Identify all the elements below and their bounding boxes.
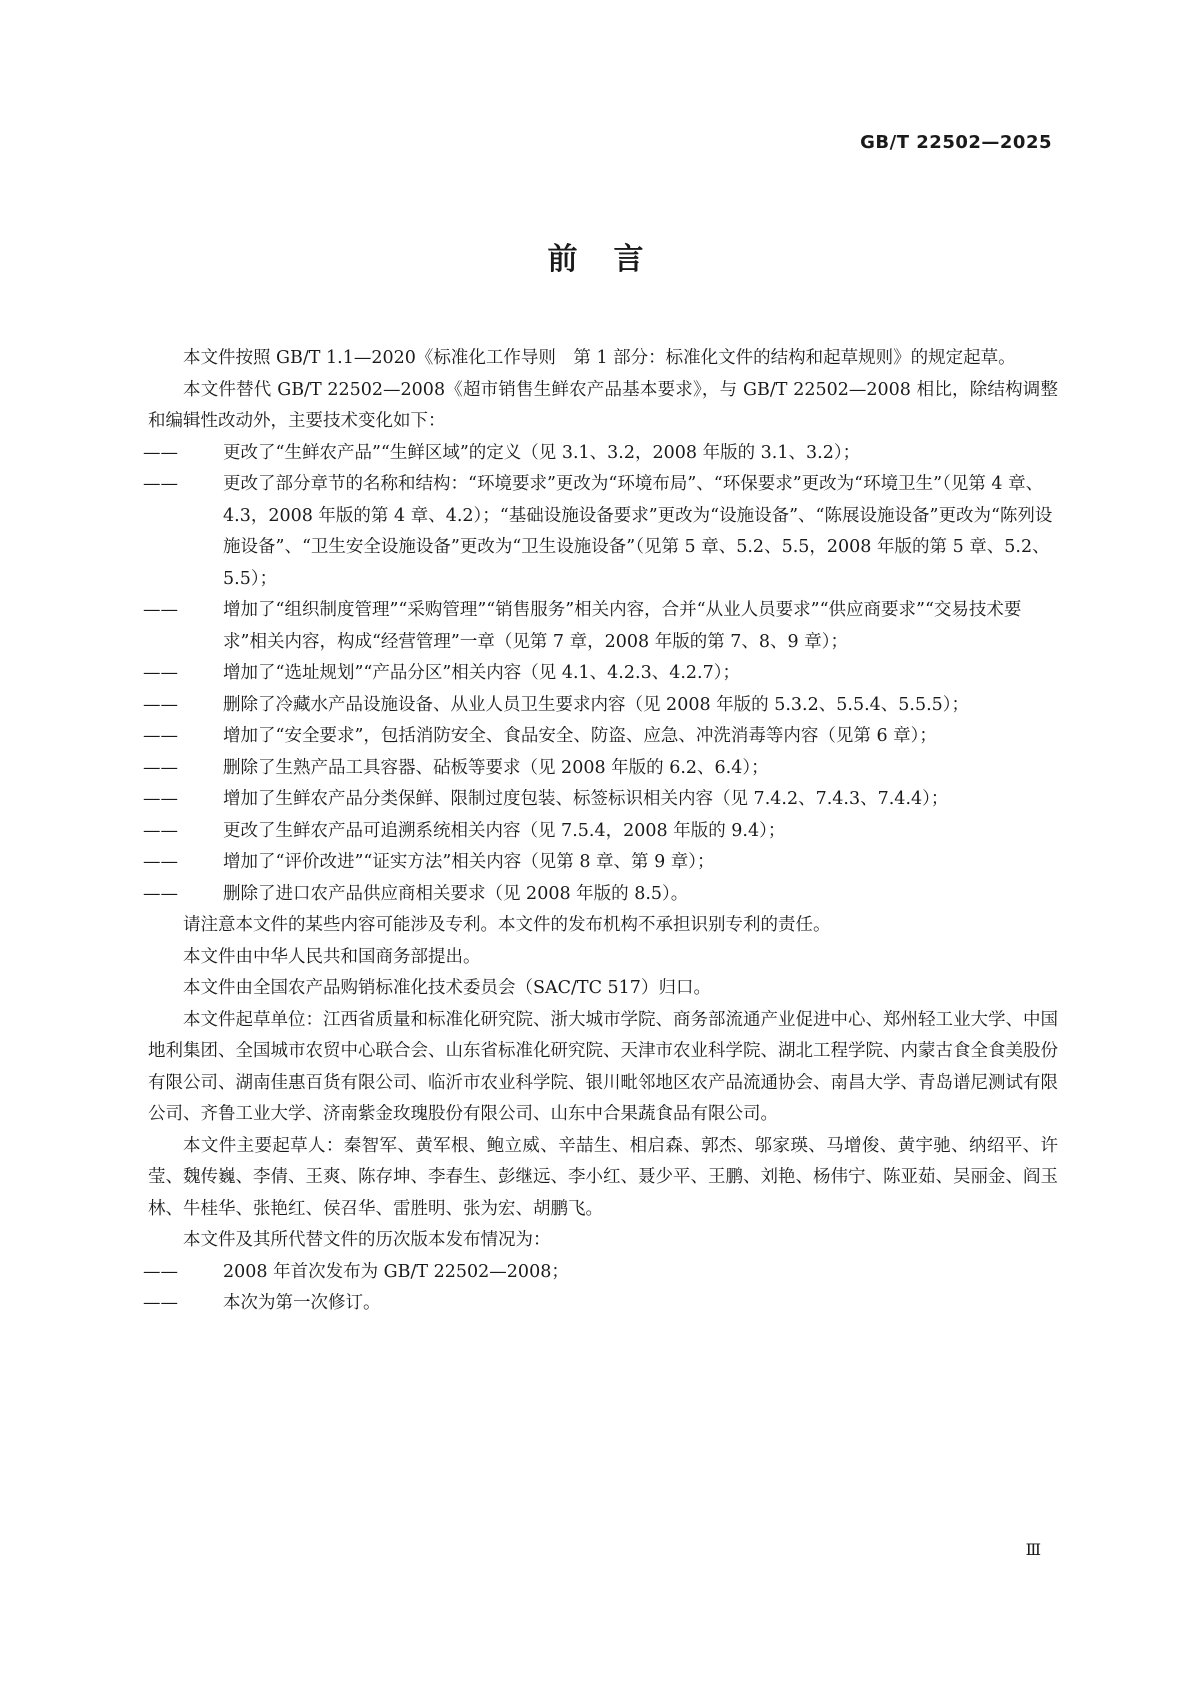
dash-marker: —— xyxy=(143,442,178,463)
dash-marker: —— xyxy=(143,663,178,683)
list-item: —— 删除了进口农产品供应商相关要求（见 2008 年版的 8.5）。 xyxy=(148,879,1058,911)
list-item: —— 更改了生鲜农产品可追溯系统相关内容（见 7.5.4，2008 年版的 9.4）； xyxy=(148,816,1058,848)
changes-list xyxy=(143,438,1058,911)
dash-marker: —— xyxy=(143,789,178,809)
paragraph-proposed-by: 本文件由中华人民共和国商务部提出。 xyxy=(183,946,481,967)
paragraph-version-history: 本文件及其所代替文件的历次版本发布情况为： xyxy=(183,1230,551,1250)
paragraph-patent-notice: 请注意本文件的某些内容可能涉及专利。本文件的发布机构不承担识别专利的责任。 xyxy=(183,915,831,935)
dash-marker: —— xyxy=(143,474,178,494)
list-item: —— 增加了“评价改进”“证实方法”相关内容（见第 8 章、第 9 章）； xyxy=(148,847,1058,879)
list-item: —— 删除了生熟产品工具容器、砧板等要求（见 2008 年版的 6.2、6.4）； xyxy=(148,753,1058,785)
page-number: Ⅲ xyxy=(1025,1540,1041,1559)
list-item: —— 删除了冷藏水产品设施设备、从业人员卫生要求内容（见 2008 年版的 5.3.2、5.5.4、5.5.5）； xyxy=(148,690,1058,722)
dash-marker: —— xyxy=(143,883,178,904)
foreword-body xyxy=(143,343,1058,1320)
dash-marker: —— xyxy=(143,726,178,746)
history-list xyxy=(143,1257,1058,1320)
page-title: 前言 xyxy=(547,242,680,277)
list-item: —— 2008 年首次发布为 GB/T 22502—2008； xyxy=(148,1257,1058,1289)
dash-marker: —— xyxy=(143,852,178,872)
paragraph-replaces: 本文件替代 GB/T 22502—2008《超市销售生鲜农产品基本要求》，与 GB/T 22502—2008 相比，除结构调整和编辑性改动外，主要技术变化如下： xyxy=(148,379,1058,431)
list-item: —— 增加了“选址规划”“产品分区”相关内容（见 4.1、4.2.3、4.2.7）； xyxy=(148,658,1058,690)
document-code: GB/T 22502—2025 xyxy=(860,132,1052,153)
paragraph-drafting-rules: 本文件按照 GB/T 1.1—2020《标准化工作导则 第 1 部分：标准化文件的结构和起草规则》的规定起草。 xyxy=(183,348,1016,368)
dash-marker: —— xyxy=(143,1293,178,1313)
paragraph-main-drafters: 本文件主要起草人：秦智军、黄军根、鲍立威、辛喆生、相启森、郭杰、邬家瑛、马增俊、黄宇驰、纳绍平、许莹、魏传巍、李倩、王爽、陈存坤、李春生、彭继远、李小红、聂少平、王鹏、刘艳、杨伟宁、陈亚茹、吴丽金、阎玉林、牛桂华、张艳红、侯召华、雷胜明、张为宏、胡鹏飞。 xyxy=(148,1135,1058,1219)
paragraph-centralized-by: 本文件由全国农产品购销标准化技术委员会（SAC/TC 517）归口。 xyxy=(183,978,711,998)
list-item: —— 增加了生鲜农产品分类保鲜、限制过度包装、标签标识相关内容（见 7.4.2、7.4.3、7.4.4）； xyxy=(148,784,1058,816)
dash-marker: —— xyxy=(143,694,178,715)
dash-marker: —— xyxy=(143,1261,178,1282)
paragraph-drafting-units: 本文件起草单位：江西省质量和标准化研究院、浙大城市学院、商务部流通产业促进中心、郑州轻工业大学、中国地利集团、全国城市农贸中心联合会、山东省标准化研究院、天津市农业科学院、湖北工程学院、内蒙古食全食美股份有限公司、湖南佳惠百货有限公司、临沂市农业科学院、银川毗邻地区农产品流通协会、南昌大学、青岛谱尼测试有限公司、齐鲁工业大学、济南紫金玫瑰股份有限公司、山东中合果蔬食品有限公司。 xyxy=(148,1009,1058,1124)
list-item: —— 更改了“生鲜农产品”“生鲜区域”的定义（见 3.1、3.2，2008 年版的 3.1、3.2）； xyxy=(148,438,1058,470)
list-item: —— 增加了“组织制度管理”“采购管理”“销售服务”相关内容，合并“从业人员要求”“供应商要求”“交易技术要求”相关内容，构成“经营管理”一章（见第 7 章，2008 年版的第 7、8、9 章）； xyxy=(148,595,1058,658)
dash-marker: —— xyxy=(143,600,178,620)
dash-marker: —— xyxy=(143,757,178,778)
list-item: —— 本次为第一次修订。 xyxy=(148,1288,1058,1320)
dash-marker: —— xyxy=(143,820,178,841)
list-item: —— 更改了部分章节的名称和结构：“环境要求”更改为“环境布局”、“环保要求”更改为“环境卫生”（见第 4 章、4.3，2008 年版的第 4 章、4.2）；“基础设施设备要求”更改为“设施设备”、“陈展设施设备”更改为“陈列设施设备”、“卫生安全设施设备”更改为“卫生设施设备”（见第 5 章、5.2、5.5，2008 年版的第 5 章、5.2、5.5）； xyxy=(148,469,1058,595)
list-item: —— 增加了“安全要求”，包括消防安全、食品安全、防盗、应急、冲洗消毒等内容（见第 6 章）； xyxy=(148,721,1058,753)
